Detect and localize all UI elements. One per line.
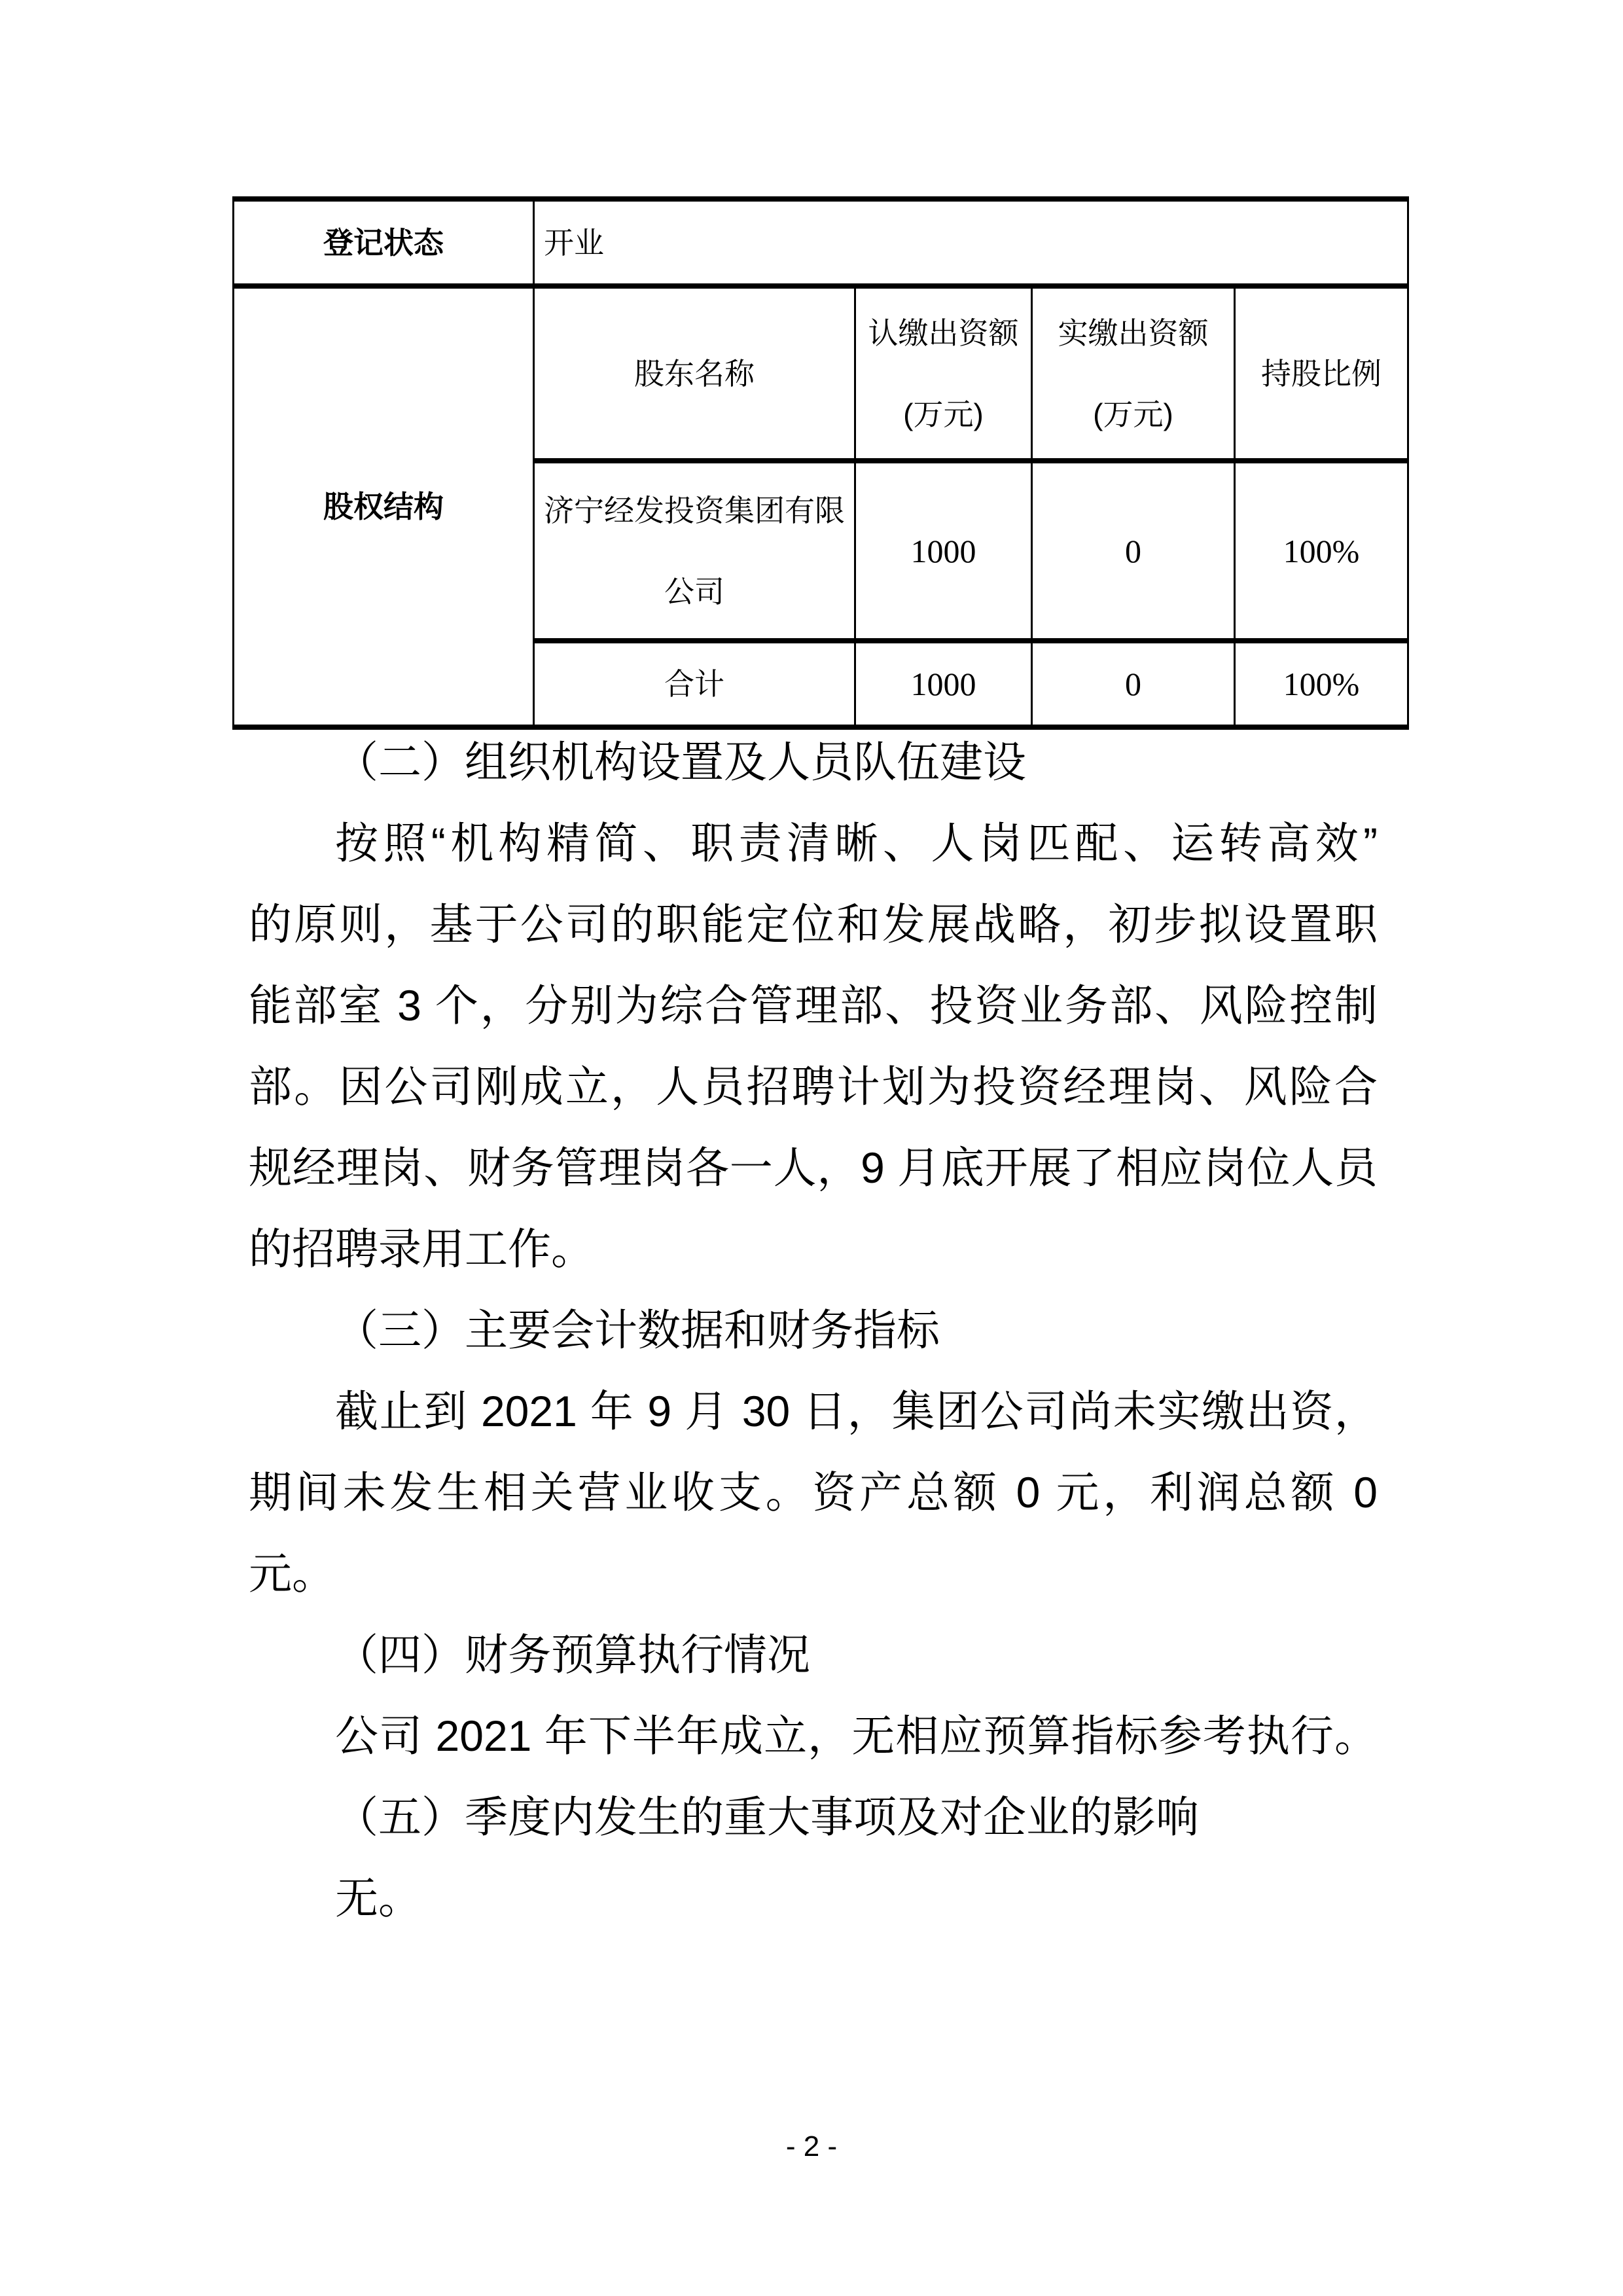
cell-total-ratio: 100% — [1235, 641, 1408, 727]
cell-shareholder-paid: 0 — [1032, 461, 1235, 641]
section-heading-3: （三）主要会计数据和财务指标 — [335, 1306, 940, 1354]
cell-registration-status-value: 开业 — [534, 199, 1408, 286]
body-line: 按照“机构精简、职责清晰、人岗匹配、运转高效” — [335, 819, 1378, 867]
body-line: 元。 — [249, 1549, 335, 1598]
section-heading-5: （五）季度内发生的重大事项及对企业的影响 — [335, 1793, 1199, 1841]
body-line: 截止到 2021 年 9 月 30 日，集团公司尚未实缴出资， — [335, 1387, 1378, 1435]
page-number: - 2 - — [785, 2130, 838, 2162]
cell-shareholding-ratio-header: 持股比例 — [1235, 286, 1408, 461]
table-row-shareholder-header — [234, 286, 1408, 461]
cell-shareholder-name-header: 股东名称 — [534, 286, 855, 461]
section-heading-2: （二）组织机构设置及人员队伍建设 — [335, 738, 1026, 786]
equity-structure-table — [232, 196, 1409, 730]
body-line: 期间未发生相关营业收支。资产总额 0 元，利润总额 0 — [249, 1468, 1378, 1516]
cell-total-subscribed: 1000 — [855, 641, 1032, 727]
body-line: 无。 — [335, 1874, 421, 1922]
cell-total-paid: 0 — [1032, 641, 1235, 727]
cell-registration-status-label: 登记状态 — [234, 199, 534, 286]
paid-capital-header-line1: 实缴出资额 — [1058, 315, 1209, 350]
section-heading-4: （四）财务预算执行情况 — [335, 1630, 810, 1679]
body-line: 的原则，基于公司的职能定位和发展战略，初步拟设置职 — [249, 900, 1378, 948]
table-row-registration-status — [234, 199, 1408, 286]
body-line: 的招聘录用工作。 — [249, 1225, 594, 1273]
subscribed-capital-header-line1: 认缴出资额 — [868, 315, 1019, 350]
body-line: 部。因公司刚成立，人员招聘计划为投资经理岗、风险合 — [249, 1062, 1378, 1111]
cell-paid-capital-header — [1032, 286, 1235, 461]
body-line: 能部室 3 个，分别为综合管理部、投资业务部、风险控制 — [249, 981, 1378, 1030]
body-line: 规经理岗、财务管理岗各一人，9 月底开展了相应岗位人员 — [249, 1143, 1378, 1192]
subscribed-capital-header-line2: (万元) — [903, 397, 984, 431]
cell-equity-structure-label: 股权结构 — [234, 286, 534, 727]
body-line: 公司 2021 年下半年成立，无相应预算指标参考执行。 — [335, 1712, 1378, 1760]
cell-shareholder-subscribed: 1000 — [855, 461, 1032, 641]
cell-shareholder-ratio: 100% — [1235, 461, 1408, 641]
paid-capital-header-line2: (万元) — [1093, 397, 1173, 431]
cell-shareholder-name: 济宁经发投资集团有限公司 — [534, 461, 855, 641]
cell-subscribed-capital-header — [855, 286, 1032, 461]
cell-total-label: 合计 — [534, 641, 855, 727]
report-body — [249, 721, 1378, 1939]
